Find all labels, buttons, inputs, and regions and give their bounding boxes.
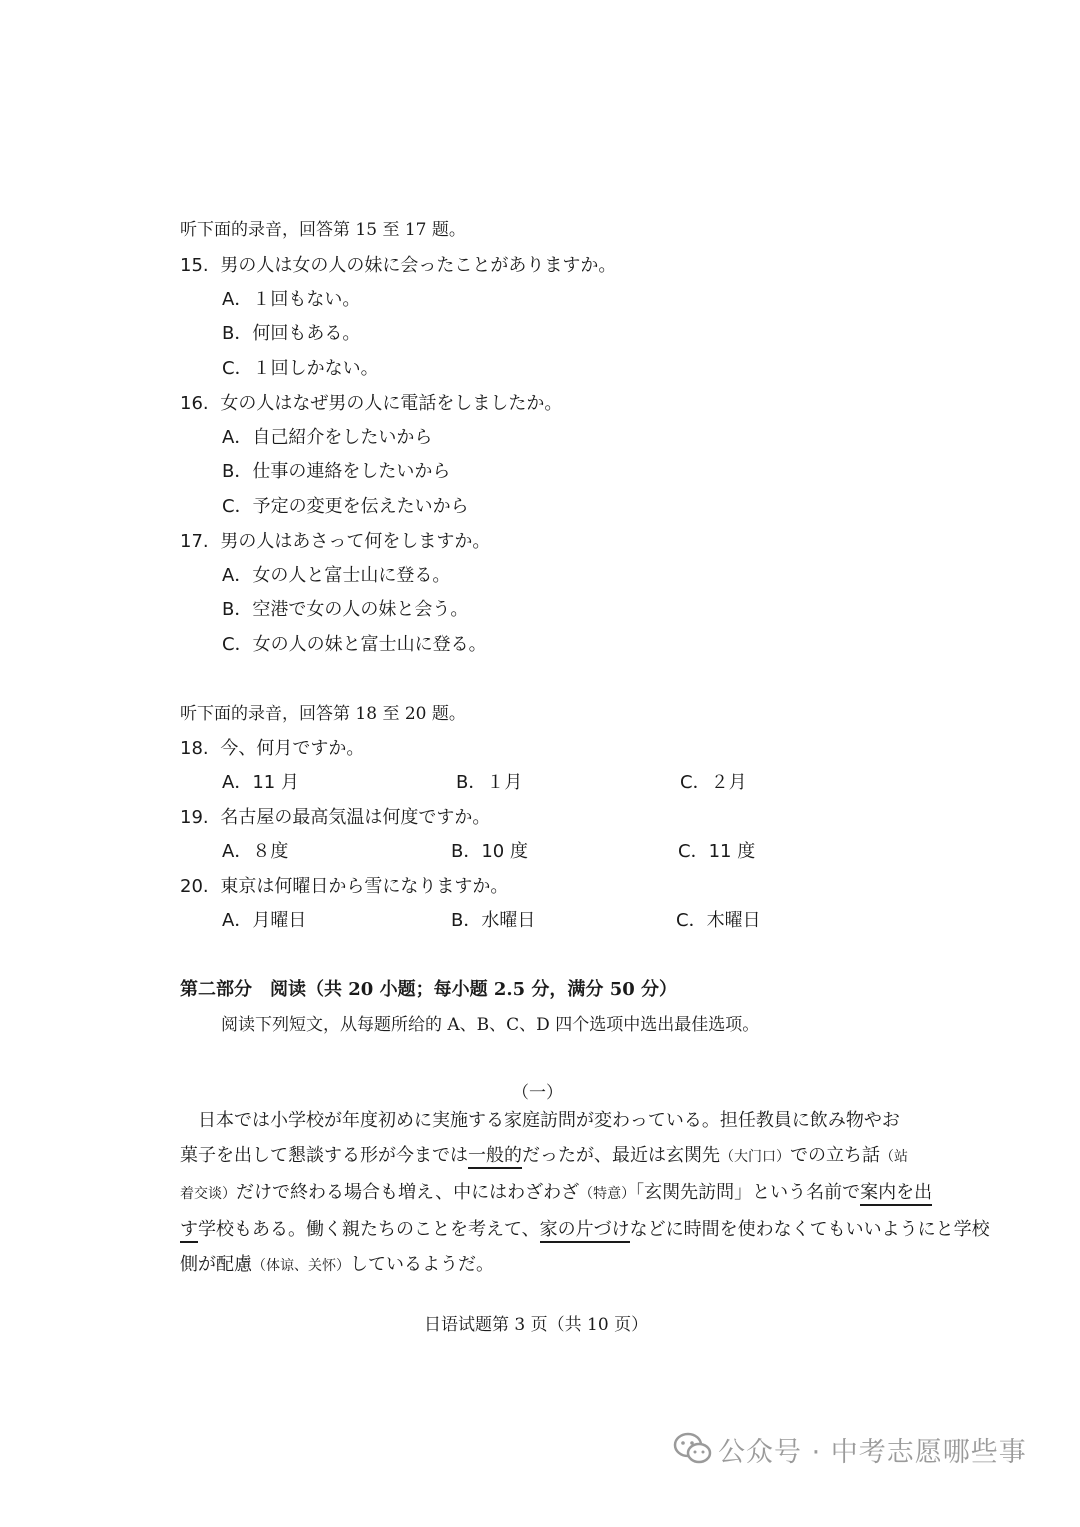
part-title: 第二部分 阅读（共 20 小题；每小题 2.5 分，满分 50 分） bbox=[180, 979, 678, 1000]
option-letter: B． bbox=[451, 910, 482, 931]
option-text: 自己紹介をしたいから bbox=[252, 427, 433, 448]
text-run: 「玄関先訪問」という名前で bbox=[635, 1182, 861, 1203]
underlined-phrase: す bbox=[180, 1219, 198, 1243]
option-text: 予定の変更を伝えたいから bbox=[252, 496, 469, 517]
watermark-text: 公众号 · 中考志愿哪些事 bbox=[718, 1437, 1027, 1468]
underlined-phrase: 家の片づけ bbox=[540, 1219, 630, 1243]
option-letter: A． bbox=[222, 427, 253, 448]
underlined-phrase: 一般的 bbox=[468, 1145, 522, 1169]
option-15a bbox=[222, 285, 360, 311]
text-run: 日本では小学校が年度初めに実施する家庭訪問が変わっている。担任教員に飲み物やお bbox=[198, 1110, 900, 1131]
option-text: 10 度 bbox=[481, 841, 528, 862]
text-run: などに時間を使わなくてもいいようにと学校 bbox=[629, 1219, 990, 1240]
gloss-note: （体谅、关怀） bbox=[252, 1258, 350, 1274]
passage-line-1 bbox=[180, 1103, 900, 1138]
passage-line-2 bbox=[180, 1138, 908, 1175]
option-letter: B． bbox=[451, 841, 482, 862]
option-text: 何回もある。 bbox=[252, 323, 361, 344]
option-text: ２月 bbox=[710, 772, 747, 793]
passage bbox=[180, 1103, 990, 1284]
option-18b bbox=[456, 768, 522, 794]
question-19 bbox=[180, 803, 490, 829]
passage-line-4 bbox=[180, 1212, 990, 1247]
question-text: 東京は何曜日から雪になりますか。 bbox=[220, 876, 509, 897]
option-letter: C． bbox=[676, 910, 707, 931]
section-instruction: 听下面的录音，回答第 15 至 17 题。 bbox=[180, 220, 466, 240]
gloss-note: 着交谈） bbox=[180, 1186, 236, 1202]
option-text: 仕事の連絡をしたいから bbox=[252, 461, 451, 482]
question-15 bbox=[180, 251, 616, 277]
question-text: 男の人は女の人の妹に会ったことがありますか。 bbox=[220, 255, 617, 276]
question-text: 今、何月ですか。 bbox=[220, 738, 365, 759]
option-20c bbox=[676, 906, 761, 932]
option-letter: C． bbox=[680, 772, 711, 793]
underlined-phrase: 案内を出 bbox=[860, 1182, 932, 1206]
option-text: 11 月 bbox=[252, 772, 299, 793]
option-text: 木曜日 bbox=[706, 910, 761, 931]
text-run: しているようだ。 bbox=[350, 1254, 494, 1275]
option-text: 女の人と富士山に登る。 bbox=[252, 565, 451, 586]
section-instruction: 听下面的录音，回答第 18 至 20 题。 bbox=[180, 704, 466, 724]
option-text: １回もない。 bbox=[252, 289, 361, 310]
option-letter: B． bbox=[222, 599, 253, 620]
option-letter: B． bbox=[222, 323, 253, 344]
option-17c bbox=[222, 630, 487, 656]
question-16 bbox=[180, 389, 562, 415]
question-18 bbox=[180, 734, 364, 760]
option-20a bbox=[222, 906, 306, 932]
option-letter: C． bbox=[222, 496, 253, 517]
option-letter: C． bbox=[678, 841, 709, 862]
passage-line-5 bbox=[180, 1247, 900, 1284]
option-18c bbox=[680, 768, 747, 794]
text-run: だけで終わる場合も増え、中にはわざわざ bbox=[236, 1182, 580, 1203]
option-letter: B． bbox=[456, 772, 487, 793]
option-letter: B． bbox=[222, 461, 253, 482]
passage-line-3 bbox=[180, 1175, 933, 1212]
option-letter: A． bbox=[222, 565, 253, 586]
question-number: 19. bbox=[180, 807, 209, 828]
option-letter: A． bbox=[222, 910, 253, 931]
option-16c bbox=[222, 492, 469, 518]
option-letter: C． bbox=[222, 634, 253, 655]
option-text: １月 bbox=[486, 772, 523, 793]
option-15c bbox=[222, 354, 379, 380]
wechat-icon bbox=[673, 1432, 713, 1466]
question-text: 女の人はなぜ男の人に電話をしましたか。 bbox=[220, 393, 563, 414]
option-19c bbox=[678, 837, 755, 863]
option-19b bbox=[451, 837, 528, 863]
text-run: での立ち話 bbox=[790, 1145, 880, 1166]
gloss-note: （站 bbox=[880, 1149, 908, 1165]
option-15b bbox=[222, 319, 360, 345]
question-number: 16. bbox=[180, 393, 209, 414]
option-17a bbox=[222, 561, 450, 587]
question-number: 17. bbox=[180, 531, 209, 552]
question-number: 15. bbox=[180, 255, 209, 276]
option-16a bbox=[222, 423, 432, 449]
option-text: 11 度 bbox=[708, 841, 756, 862]
option-text: 女の人の妹と富士山に登る。 bbox=[252, 634, 487, 655]
question-number: 20. bbox=[180, 876, 209, 897]
option-16b bbox=[222, 457, 450, 483]
text-run: だったが、最近は玄関先 bbox=[522, 1145, 720, 1166]
option-letter: A． bbox=[222, 289, 253, 310]
passage-number: （一） bbox=[512, 1083, 563, 1103]
option-text: ８度 bbox=[252, 841, 289, 862]
option-17b bbox=[222, 595, 468, 621]
question-number: 18. bbox=[180, 738, 209, 759]
question-text: 名古屋の最高気温は何度ですか。 bbox=[220, 807, 491, 828]
option-18a bbox=[222, 768, 299, 794]
text-run: 菓子を出して懇談する形が今までは bbox=[180, 1145, 468, 1166]
option-letter: A． bbox=[222, 841, 253, 862]
gloss-note: （特意） bbox=[579, 1186, 636, 1202]
option-19a bbox=[222, 837, 288, 863]
question-17 bbox=[180, 527, 490, 553]
page-footer: 日语试题第 3 页（共 10 页） bbox=[424, 1315, 649, 1335]
part-instruction: 阅读下列短文，从每题所给的 A、B、C、D 四个选项中选出最佳选项。 bbox=[221, 1015, 760, 1035]
option-20b bbox=[451, 906, 535, 932]
option-letter: A． bbox=[222, 772, 253, 793]
text-run: 側が配慮 bbox=[180, 1254, 252, 1275]
option-text: １回しかない。 bbox=[252, 358, 379, 379]
option-text: 月曜日 bbox=[252, 910, 307, 931]
question-20 bbox=[180, 872, 508, 898]
gloss-note: （大门口） bbox=[720, 1149, 790, 1165]
option-text: 空港で女の人の妹と会う。 bbox=[252, 599, 469, 620]
question-text: 男の人はあさって何をしますか。 bbox=[220, 531, 491, 552]
option-letter: C． bbox=[222, 358, 253, 379]
option-text: 水曜日 bbox=[481, 910, 536, 931]
text-run: 学校もある。働く親たちのことを考えて、 bbox=[198, 1219, 540, 1240]
